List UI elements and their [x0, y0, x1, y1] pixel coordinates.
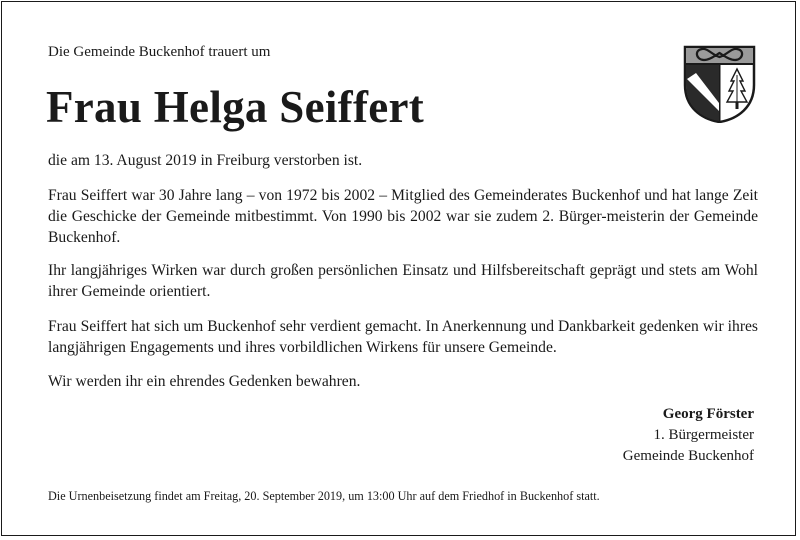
death-announcement: die am 13. August 2019 in Freiburg verstorben ist. [48, 152, 363, 169]
signature-block [623, 404, 754, 467]
paragraph-gratitude: Frau Seiffert hat sich um Buckenhof sehr verdient gemacht. In Anerkennung und Dankbarkeit gedenken wir ihres langjährigen Engagements und ihres vorbildlichen Wirkens für unsere Gemeinde. [48, 318, 758, 356]
paragraph-career: Frau Seiffert war 30 Jahre lang – von 1972 bis 2002 – Mitglied des Gemeinderates Buckenhof und hat lange Zeit die Geschicke der Gemeinde mitbestimmt. Von 1990 bis 2002 war sie zudem 2. Bürger-meisterin der Gemeinde Buckenhof. [48, 187, 758, 246]
coat-of-arms-icon [682, 45, 757, 123]
burial-note: Die Urnenbeisetzung findet am Freitag, 20. September 2019, um 13:00 Uhr auf dem Friedhof in Buckenhof statt. [48, 489, 600, 503]
paragraph-service: Ihr langjähriges Wirken war durch großen persönlichen Einsatz und Hilfsbereitschaft geprägt und stets am Wohl ihrer Gemeinde orientiert. [48, 262, 758, 300]
deceased-name: Frau Helga Seiffert [46, 82, 425, 132]
paragraph-remembrance: Wir werden ihr ein ehrendes Gedenken bewahren. [48, 373, 361, 390]
signer-role: 1. Bürgermeister [653, 427, 754, 443]
signer-name: Georg Förster [662, 406, 754, 422]
obituary-notice [1, 1, 796, 536]
intro-text: Die Gemeinde Buckenhof trauert um [48, 44, 271, 60]
signer-organization: Gemeinde Buckenhof [622, 448, 754, 464]
